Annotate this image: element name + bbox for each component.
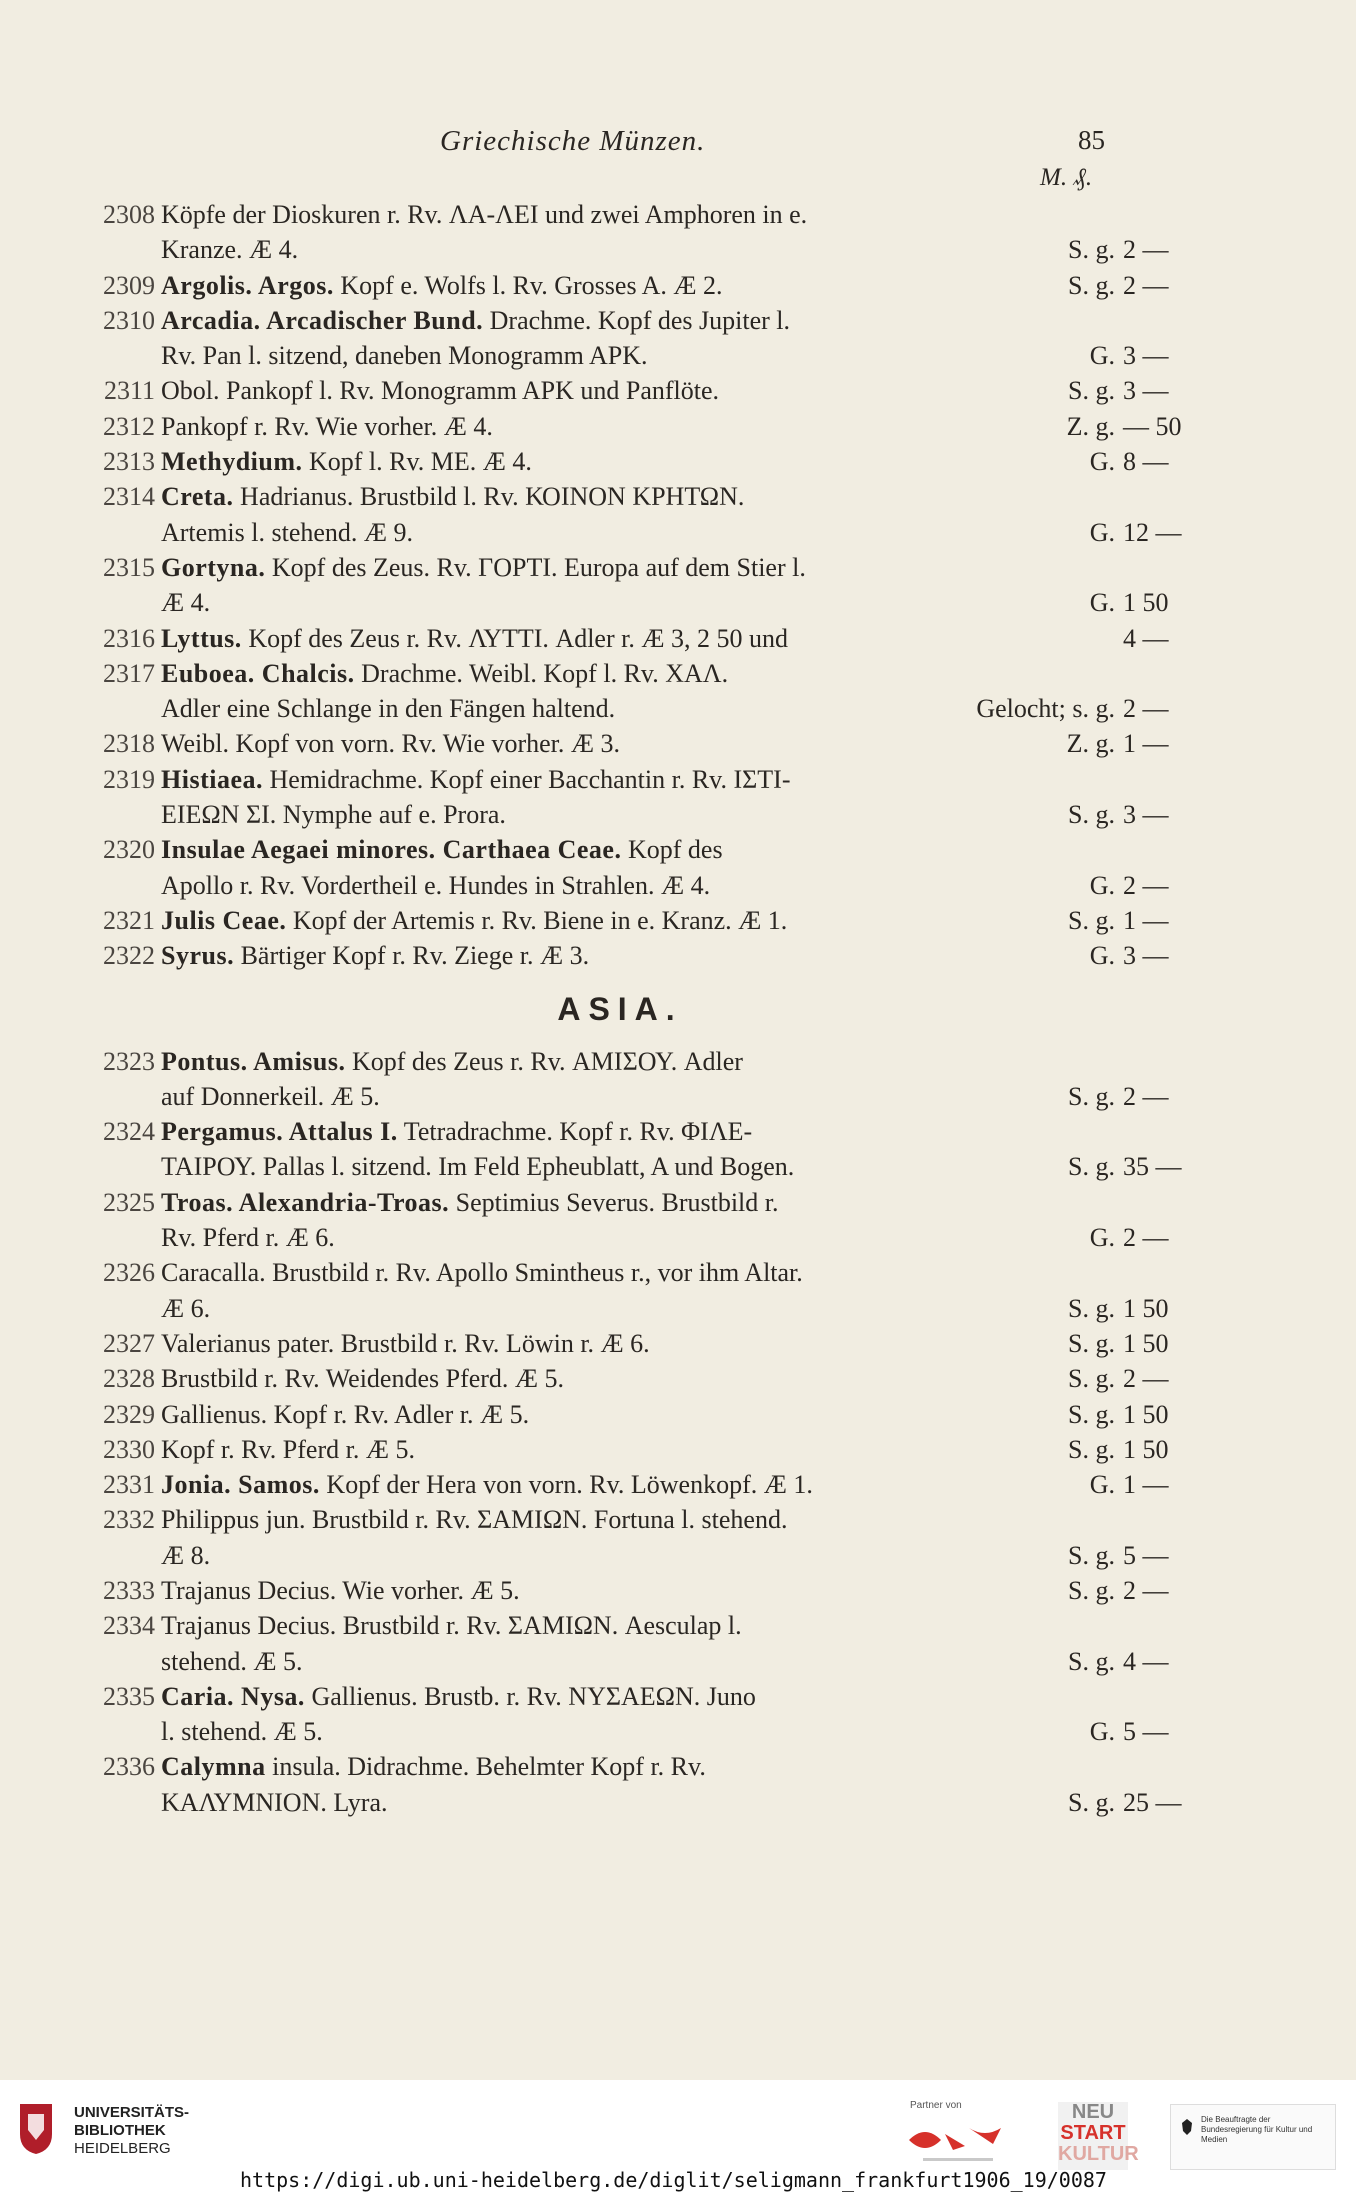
estimate-price: 1 — [1123, 1470, 1169, 1500]
entry-line [80, 1432, 1169, 1467]
description-text: Artemis l. stehend. Æ 9. [161, 517, 414, 547]
university-seal-icon [14, 2100, 58, 2156]
estimate-price: 2 — [1123, 235, 1169, 265]
estimate-price: — 50 [1123, 411, 1182, 441]
description-text: Caracalla. Brustbild r. Rv. Apollo Smintheus r., vor ihm Altar. [161, 1258, 803, 1288]
description-text: Kopf des Zeus r. Rv. ΑΜΙΣΟΥ. Adler [345, 1046, 743, 1076]
place-heading: Caria. Nysa. [161, 1681, 305, 1711]
entry-description [161, 1714, 941, 1749]
entry-description [161, 1467, 941, 1502]
entry-description [161, 268, 941, 303]
entry-description [161, 1608, 941, 1643]
description-text: Apollo r. Rv. Vordertheil e. Hundes in Strahlen. Æ 4. [161, 870, 711, 900]
entry-line [80, 656, 1130, 691]
entry-description [161, 1432, 941, 1467]
entry-description [161, 444, 941, 479]
estimate-price: 5 — [1123, 1540, 1169, 1570]
entry-line [80, 1749, 1130, 1784]
entry-line [80, 1608, 1130, 1643]
entry-line [80, 938, 1169, 973]
lot-number: 2335 [103, 1681, 155, 1711]
description-text: Kopf des [621, 835, 723, 865]
entry-line [80, 726, 1169, 761]
catalog-entry [80, 1114, 1182, 1185]
description-text: Kopf r. Rv. Pferd r. Æ 5. [161, 1434, 415, 1464]
condition-grade: G. [1089, 588, 1115, 618]
entry-line [80, 550, 1130, 585]
entry-line [80, 303, 1130, 338]
description-text: Kopf des Zeus. Rv. ΓΟΡΤΙ. Europa auf dem Stier l. [265, 552, 806, 582]
entry-description [161, 1185, 941, 1220]
lot-number: 2321 [103, 905, 155, 935]
catalog-entry [80, 1361, 1169, 1396]
entry-description [161, 832, 941, 867]
lot-number: 2326 [103, 1258, 155, 1288]
description-text: Drachme. Kopf des Jupiter l. [483, 305, 791, 335]
lot-number: 2316 [103, 623, 155, 653]
page-title: Griechische Münzen. [440, 125, 706, 157]
entry-description [161, 1397, 941, 1432]
entry-description [161, 656, 941, 691]
description-text: Valerianus pater. Brustbild r. Rv. Löwin r. Æ 6. [161, 1328, 650, 1358]
lot-number: 2309 [103, 270, 155, 300]
place-heading: Calymna [161, 1752, 266, 1782]
catalog-entry [80, 1432, 1169, 1467]
catalog-entry [80, 762, 1169, 833]
entry-description [161, 1220, 941, 1255]
condition-grade: G. [1089, 341, 1115, 371]
catalog-list [80, 197, 1182, 1820]
catalog-entry [80, 550, 1169, 621]
lot-number: 2315 [103, 552, 155, 582]
entry-line [80, 621, 1169, 656]
catalog-entry [80, 1255, 1169, 1326]
description-text: Gallienus. Brustb. r. Rv. ΝΥΣΑΕΩΝ. Juno [304, 1681, 756, 1711]
condition-grade: S. g. [1068, 1328, 1115, 1358]
entry-line [80, 1714, 1169, 1749]
catalog-entry [80, 1502, 1169, 1573]
entry-line [80, 1079, 1169, 1114]
entry-description [161, 479, 941, 514]
place-heading: Julis Ceae. [161, 905, 287, 935]
place-heading: Pergamus. Attalus I. [161, 1117, 398, 1147]
lot-number: 2330 [103, 1434, 155, 1464]
entry-line [80, 1397, 1169, 1432]
lot-number: 2325 [103, 1187, 155, 1217]
condition-grade: G. [1089, 941, 1115, 971]
catalog-entry [80, 1467, 1169, 1502]
place-heading: Argolis. Argos. [161, 270, 334, 300]
federal-eagle-icon [1179, 2117, 1195, 2137]
place-heading: Lyttus. [161, 623, 242, 653]
place-heading: Pontus. Amisus. [161, 1046, 346, 1076]
entry-description [161, 550, 941, 585]
catalog-entry [80, 409, 1182, 444]
catalog-entry [80, 268, 1169, 303]
entry-description [161, 409, 941, 444]
description-text: Kopf des Zeus r. Rv. ΛΥΤΤΙ. Adler r. Æ 3, 2 50 und [241, 623, 788, 653]
estimate-price: 3 — [1123, 800, 1169, 830]
entry-line [80, 1538, 1169, 1573]
catalog-entry [80, 479, 1182, 550]
catalog-entry [80, 656, 1169, 727]
entry-line [80, 1502, 1130, 1537]
entry-description [161, 1644, 941, 1679]
catalog-entry [80, 1185, 1169, 1256]
description-text: Rv. Pan l. sitzend, daneben Monogramm APK. [161, 341, 648, 371]
place-heading: Histiaea. [161, 764, 263, 794]
condition-grade: S. g. [1068, 1787, 1115, 1817]
entry-description [161, 903, 941, 938]
entry-description [161, 691, 941, 726]
description-text: Kopf e. Wolfs l. Rv. Grosses A. Æ 2. [333, 270, 723, 300]
lot-number: 2331 [103, 1470, 155, 1500]
page-number: 85 [1078, 125, 1105, 155]
entry-description [161, 1573, 941, 1608]
entry-description [161, 762, 941, 797]
catalog-entry [80, 621, 1169, 656]
estimate-price: 1 — [1123, 905, 1169, 935]
description-text: ΚΑΛΥΜΝΙΟΝ. Lyra. [161, 1787, 388, 1817]
entry-description [161, 1079, 941, 1114]
lot-number: 2332 [103, 1505, 155, 1535]
entry-line [80, 197, 1130, 232]
catalog-entry [80, 1573, 1169, 1608]
lot-number: 2319 [103, 764, 155, 794]
estimate-price: 12 — [1123, 517, 1182, 547]
condition-grade: G. [1089, 1470, 1115, 1500]
place-heading: Methydium. [161, 447, 303, 477]
description-text: Bärtiger Kopf r. Rv. Ziege r. Æ 3. [234, 941, 590, 971]
description-text: auf Donnerkeil. Æ 5. [161, 1081, 380, 1111]
estimate-price: 2 — [1123, 1364, 1169, 1394]
estimate-price: 4 — [1123, 1646, 1169, 1676]
entry-line [80, 409, 1182, 444]
description-text: l. stehend. Æ 5. [161, 1717, 323, 1747]
catalog-entry [80, 1397, 1169, 1432]
estimate-price: 8 — [1123, 447, 1169, 477]
condition-grade: S. g. [1068, 1646, 1115, 1676]
entry-line [80, 903, 1169, 938]
description-text: Kopf der Hera von vorn. Rv. Löwenkopf. Æ 1. [319, 1470, 813, 1500]
estimate-price: 1 50 [1123, 1434, 1169, 1464]
condition-grade: S. g. [1068, 1293, 1115, 1323]
entry-description [161, 1044, 941, 1079]
entry-line [80, 268, 1169, 303]
entry-description [161, 1538, 941, 1573]
condition-grade: Z. g. [1066, 729, 1115, 759]
condition-grade: G. [1089, 1717, 1115, 1747]
estimate-price: 3 — [1123, 941, 1169, 971]
lot-number: 2333 [103, 1575, 155, 1605]
estimate-price: 1 50 [1123, 1399, 1169, 1429]
entries-greece [80, 197, 1182, 974]
lot-number: 2323 [103, 1046, 155, 1076]
description-text: Kopf l. Rv. ME. Æ 4. [302, 447, 532, 477]
estimate-price: 1 50 [1123, 1293, 1169, 1323]
entry-description [161, 938, 941, 973]
lot-number: 2324 [103, 1117, 155, 1147]
lot-number: 2308 [103, 200, 155, 229]
entry-line [80, 762, 1130, 797]
running-head [0, 125, 1356, 165]
entry-line [80, 1185, 1130, 1220]
description-text: Trajanus Decius. Brustbild r. Rv. ΣΑΜΙΩΝ. Aesculap l. [161, 1611, 742, 1641]
catalog-entry [80, 1044, 1169, 1115]
condition-grade: S. g. [1068, 1081, 1115, 1111]
entry-line [80, 691, 1169, 726]
condition-grade: S. g. [1068, 1575, 1115, 1605]
description-text: Æ 4. [161, 588, 211, 618]
catalog-entry [80, 373, 1169, 408]
description-text: Köpfe der Dioskuren r. Rv. ΛΑ-ΛΕΙ und zwei Amphoren in e. [161, 200, 808, 229]
catalog-entry [80, 1679, 1169, 1750]
lot-number: 2329 [103, 1399, 155, 1429]
estimate-price: 5 — [1123, 1717, 1169, 1747]
estimate-price: 1 50 [1123, 1328, 1169, 1358]
condition-grade: S. g. [1068, 235, 1115, 265]
entry-line [80, 373, 1169, 408]
description-text: Kopf der Artemis r. Rv. Biene in e. Kranz. Æ 1. [286, 905, 788, 935]
entry-line [80, 585, 1169, 620]
neustart-kultur-logo[interactable]: NEU START KULTUR [1058, 2102, 1128, 2170]
description-text: ΤΑΙΡΟΥ. Pallas l. sitzend. Im Feld Epheublatt, A und Bogen. [161, 1152, 795, 1182]
condition-grade: Z. g. [1066, 411, 1115, 441]
entry-description [161, 585, 941, 620]
description-text: Æ 8. [161, 1540, 211, 1570]
entry-description [161, 868, 941, 903]
description-text: Adler eine Schlange in den Fängen haltend. [161, 694, 616, 724]
lot-number: 2322 [103, 941, 155, 971]
place-heading: Euboea. Chalcis. [161, 658, 355, 688]
entry-line [80, 1149, 1182, 1184]
entry-description [161, 1502, 941, 1537]
description-text: Gallienus. Kopf r. Rv. Adler r. Æ 5. [161, 1399, 530, 1429]
partner-label: Partner von [910, 2100, 962, 2111]
entry-description [161, 373, 941, 408]
estimate-price: 1 50 [1123, 588, 1169, 618]
entry-line [80, 1291, 1169, 1326]
entry-line [80, 868, 1169, 903]
bkm-logo[interactable]: Die Beauftragte der Bundesregierung für Kultur und Medien [1170, 2104, 1336, 2170]
entry-description [161, 1679, 941, 1714]
entry-description [161, 1291, 941, 1326]
lot-number: 2310 [103, 305, 155, 335]
description-text: Drachme. Weibl. Kopf l. Rv. ΧΑΛ. [354, 658, 729, 688]
place-heading: Syrus. [161, 941, 235, 971]
entry-description [161, 621, 941, 656]
catalog-entry [80, 1608, 1169, 1679]
entry-line [80, 1114, 1130, 1149]
condition-grade: Gelocht; s. g. [976, 694, 1115, 724]
entry-line [80, 515, 1182, 550]
entry-description [161, 1785, 941, 1820]
condition-grade: S. g. [1068, 270, 1115, 300]
condition-grade: S. g. [1068, 1434, 1115, 1464]
entry-line [80, 1361, 1169, 1396]
condition-grade: S. g. [1068, 1399, 1115, 1429]
estimate-price: 2 — [1123, 694, 1169, 724]
description-text: Septimius Severus. Brustbild r. [449, 1187, 779, 1217]
lot-number: 2336 [103, 1752, 155, 1782]
entry-description [161, 1114, 941, 1149]
entry-description [161, 303, 941, 338]
lot-number: 2318 [103, 729, 155, 759]
catalog-entry [80, 726, 1169, 761]
lot-number: 2327 [103, 1328, 155, 1358]
estimate-price: 3 — [1123, 341, 1169, 371]
condition-grade: G. [1089, 1223, 1115, 1253]
entry-description [161, 726, 941, 761]
condition-grade: S. g. [1068, 800, 1115, 830]
entry-description [161, 1749, 941, 1784]
library-name[interactable]: UNIVERSITÄTS- BIBLIOTHEK HEIDELBERG [74, 2104, 190, 2157]
description-text: Brustbild r. Rv. Weidendes Pferd. Æ 5. [161, 1364, 565, 1394]
entry-line [80, 444, 1169, 479]
condition-grade: S. g. [1068, 1540, 1115, 1570]
entry-line [80, 1255, 1130, 1290]
lot-number: 2312 [103, 411, 155, 441]
catalog-entry [80, 303, 1169, 374]
entry-line [80, 832, 1130, 867]
lot-number: 2314 [103, 482, 155, 512]
condition-grade: S. g. [1068, 376, 1115, 406]
lot-number: 2334 [103, 1611, 155, 1641]
entry-line [80, 1644, 1169, 1679]
entry-line [80, 1467, 1169, 1502]
lot-number: 2311 [103, 376, 155, 406]
entry-line [80, 797, 1169, 832]
entry-description [161, 1326, 941, 1361]
place-heading: Insulae Aegaei minores. Carthaea Ceae. [161, 835, 622, 865]
lot-number: 2328 [103, 1364, 155, 1394]
description-text: Rv. Pferd r. Æ 6. [161, 1223, 335, 1253]
entry-line [80, 479, 1130, 514]
entry-line [80, 1573, 1169, 1608]
estimate-price: 2 — [1123, 870, 1169, 900]
place-heading: Gortyna. [161, 552, 266, 582]
description-text: Tetradrachme. Kopf r. Rv. ΦΙΛΕ- [397, 1117, 753, 1147]
condition-grade: G. [1089, 517, 1115, 547]
condition-grade: S. g. [1068, 1152, 1115, 1182]
entry-description [161, 197, 941, 232]
entry-line [80, 338, 1169, 373]
condition-grade: S. g. [1068, 1364, 1115, 1394]
entry-line [80, 1326, 1169, 1361]
entry-description [161, 338, 941, 373]
lot-number: 2317 [103, 658, 155, 688]
description-text: Weibl. Kopf von vorn. Rv. Wie vorher. Æ 3. [161, 729, 621, 759]
entry-line [80, 232, 1169, 267]
condition-grade: S. g. [1068, 905, 1115, 935]
description-text: Pankopf r. Rv. Wie vorher. Æ 4. [161, 411, 493, 441]
partner-logo-icon[interactable] [905, 2116, 1025, 2166]
place-heading: Jonia. Samos. [161, 1470, 320, 1500]
entry-line [80, 1220, 1169, 1255]
estimate-price: 25 — [1123, 1787, 1182, 1817]
catalog-entry [80, 938, 1169, 973]
entry-line [80, 1679, 1130, 1714]
description-text: Kranze. Æ 4. [161, 235, 299, 265]
entry-description [161, 1255, 941, 1290]
lot-number: 2320 [103, 835, 155, 865]
description-text: Obol. Pankopf l. Rv. Monogramm APK und Panflöte. [161, 376, 720, 406]
estimate-price: 4 — [1123, 623, 1169, 653]
estimate-price: 2 — [1123, 1223, 1169, 1253]
entry-line [80, 1785, 1182, 1820]
place-heading: Creta. [161, 482, 234, 512]
description-text: Hemidrachme. Kopf einer Bacchantin r. Rv. ΙΣΤΙ- [263, 764, 791, 794]
entry-line [80, 1044, 1130, 1079]
entry-description [161, 515, 941, 550]
catalog-entry [80, 832, 1169, 903]
description-text: Philippus jun. Brustbild r. Rv. ΣΑΜΙΩΝ. Fortuna l. stehend. [161, 1505, 788, 1535]
catalog-entry [80, 1749, 1182, 1820]
section-heading-asia: ASIA. [557, 990, 683, 1027]
description-text: Hadrianus. Brustbild l. Rv. ΚΟΙΝΟΝ ΚΡΗΤΩΝ. [233, 482, 745, 512]
catalog-entry [80, 444, 1169, 479]
page-url[interactable]: https://digi.ub.uni-heidelberg.de/diglit/seligmann_frankfurt1906_19/0087 [240, 2168, 1107, 2192]
currency-column-header: M. ₰. [1040, 164, 1093, 191]
entries-asia [80, 1044, 1182, 1821]
place-heading: Arcadia. Arcadischer Bund. [161, 305, 484, 335]
viewer-footer [0, 2080, 1356, 2194]
description-text: insula. Didrachme. Behelmter Kopf r. Rv. [265, 1752, 706, 1782]
estimate-price: 2 — [1123, 1081, 1169, 1111]
estimate-price: 3 — [1123, 376, 1169, 406]
catalog-entry [80, 903, 1169, 938]
estimate-price: 2 — [1123, 1575, 1169, 1605]
condition-grade: G. [1089, 870, 1115, 900]
catalog-entry [80, 1326, 1169, 1361]
place-heading: Troas. Alexandria-Troas. [161, 1187, 450, 1217]
condition-grade: G. [1089, 447, 1115, 477]
description-text: Æ 6. [161, 1293, 211, 1323]
entry-description [161, 797, 941, 832]
estimate-price: 35 — [1123, 1152, 1182, 1182]
description-text: ΕΙΕΩΝ ΣΙ. Nymphe auf e. Prora. [161, 800, 506, 830]
description-text: Trajanus Decius. Wie vorher. Æ 5. [161, 1575, 520, 1605]
estimate-price: 1 — [1123, 729, 1169, 759]
lot-number: 2313 [103, 447, 155, 477]
catalog-entry [80, 197, 1169, 268]
description-text: stehend. Æ 5. [161, 1646, 303, 1676]
estimate-price: 2 — [1123, 270, 1169, 300]
entry-description [161, 232, 941, 267]
entry-description [161, 1361, 941, 1396]
entry-description [161, 1149, 941, 1184]
